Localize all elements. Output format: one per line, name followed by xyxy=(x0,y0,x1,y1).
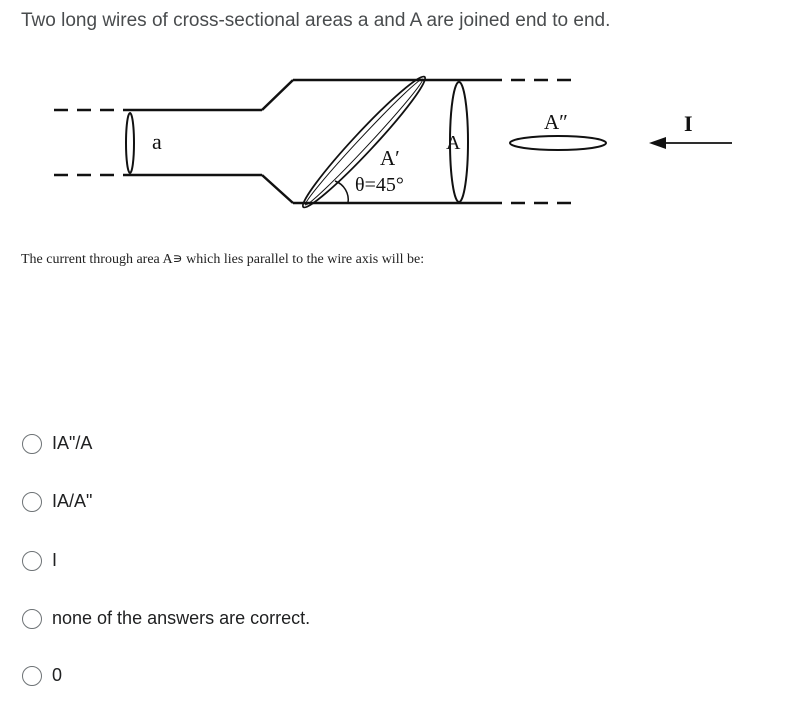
radio-button[interactable] xyxy=(22,434,42,454)
current-arrow-head xyxy=(649,137,666,149)
option-label: 0 xyxy=(52,665,63,685)
label-angle: θ=45° xyxy=(355,174,404,196)
label-A-prime: A′ xyxy=(380,146,400,170)
cross-section-a xyxy=(126,113,134,173)
label-A-double-prime: A″ xyxy=(544,110,568,134)
label-a: a xyxy=(152,129,162,154)
option-label: IA/A" xyxy=(52,491,93,511)
answer-option-5[interactable] xyxy=(22,665,62,686)
answer-option-2[interactable] xyxy=(22,491,92,512)
answer-option-1[interactable] xyxy=(22,433,92,454)
question-text: Two long wires of cross-sectional areas a and A are joined end to end. xyxy=(21,10,611,31)
answer-option-3[interactable] xyxy=(22,550,57,571)
label-current: I xyxy=(684,111,693,136)
answer-option-4[interactable] xyxy=(22,608,310,629)
radio-button[interactable] xyxy=(22,666,42,686)
option-label: none of the answers are correct. xyxy=(52,608,311,628)
cross-section-a-double-prime xyxy=(510,136,606,150)
radio-button[interactable] xyxy=(22,492,42,512)
sub-question-text: The current through area A∍ which lies parallel to the wire axis will be: xyxy=(21,252,425,267)
taper-top xyxy=(262,80,293,110)
radio-button[interactable] xyxy=(22,551,42,571)
option-label: IA"/A xyxy=(52,433,93,453)
option-label: I xyxy=(52,550,58,570)
label-A: A xyxy=(446,132,461,154)
taper-bottom xyxy=(262,175,293,203)
radio-button[interactable] xyxy=(22,609,42,629)
wire-diagram xyxy=(0,0,795,230)
